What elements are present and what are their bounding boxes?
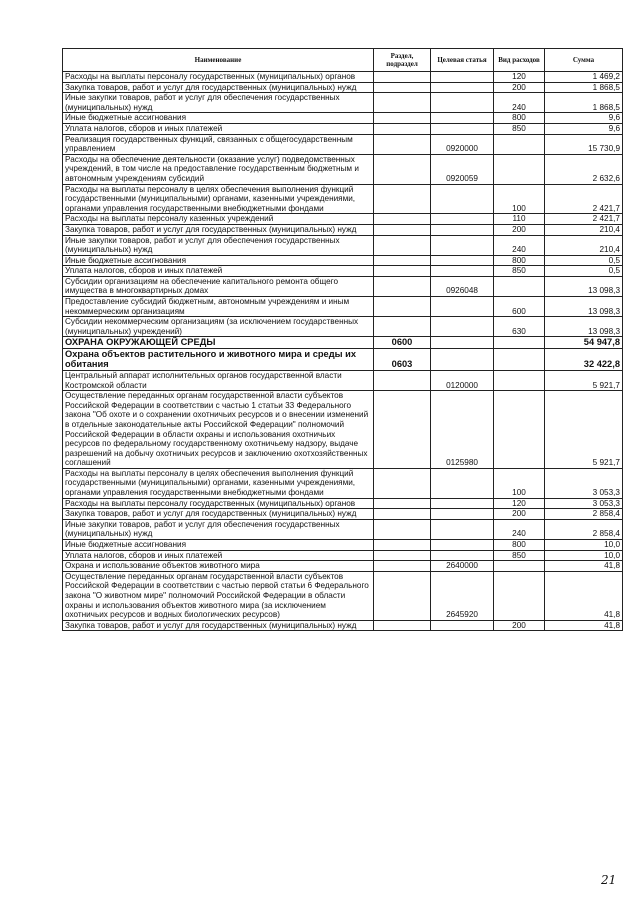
cell-amount: 32 422,8 — [545, 348, 623, 370]
cell-target — [431, 509, 494, 520]
cell-type — [494, 571, 545, 620]
table-row — [63, 235, 623, 255]
budget-table-container — [62, 48, 622, 631]
cell-name: Расходы на выплаты персоналу казенных учреждений — [63, 214, 374, 225]
cell-name: Расходы на выплаты персоналу государственных (муниципальных) органов — [63, 72, 374, 83]
table-row — [63, 72, 623, 83]
table-row — [63, 184, 623, 214]
cell-target: 2640000 — [431, 561, 494, 572]
cell-amount: 2 421,7 — [545, 184, 623, 214]
cell-amount: 41,8 — [545, 561, 623, 572]
cell-name: Закупка товаров, работ и услуг для государственных (муниципальных) нужд — [63, 224, 374, 235]
cell-name: Охрана объектов растительного и животного мира и среды их обитания — [63, 348, 374, 370]
cell-target: 0926048 — [431, 276, 494, 296]
cell-target — [431, 337, 494, 349]
cell-type: 850 — [494, 123, 545, 134]
cell-amount: 1 868,5 — [545, 93, 623, 113]
table-row — [63, 571, 623, 620]
cell-section — [374, 235, 431, 255]
table-row — [63, 255, 623, 266]
cell-target — [431, 498, 494, 509]
cell-amount: 41,8 — [545, 571, 623, 620]
cell-section — [374, 620, 431, 631]
cell-section: 0600 — [374, 337, 431, 349]
cell-type: 200 — [494, 509, 545, 520]
cell-name: Предоставление субсидий бюджетным, автономным учреждениям и иным некоммерческим организациям — [63, 297, 374, 317]
table-row — [63, 498, 623, 509]
cell-target — [431, 468, 494, 498]
cell-amount: 2 632,6 — [545, 154, 623, 184]
cell-target — [431, 93, 494, 113]
cell-type — [494, 561, 545, 572]
cell-amount: 15 730,9 — [545, 134, 623, 154]
cell-target — [431, 224, 494, 235]
cell-type — [494, 276, 545, 296]
cell-name: Иные закупки товаров, работ и услуг для обеспечения государственных (муниципальных) нужд — [63, 235, 374, 255]
cell-name: Иные закупки товаров, работ и услуг для обеспечения государственных (муниципальных) нужд — [63, 93, 374, 113]
cell-type: 630 — [494, 317, 545, 337]
cell-amount: 0,5 — [545, 255, 623, 266]
cell-name: Субсидии организациям на обеспечение капитального ремонта общего имущества в многоквартирных домах — [63, 276, 374, 296]
cell-name: Осуществление переданных органам государственной власти субъектов Российской Федерации в соответствии с частью 1 статьи 33 Федерального закона "Об охоте и о сохранении охотничьих ресурсов и о внесении изменений в отдельные законодательные акты Российской Федерации" полномочий Российской Федерации в области охраны и использования охотничьих ресурсов по федеральному государственному охотничьему надзору, выдаче разрешений на добычу охотничьих ресурсов и заключению охотхозяйственных соглашений — [63, 391, 374, 469]
cell-section — [374, 468, 431, 498]
cell-target — [431, 317, 494, 337]
table-row — [63, 561, 623, 572]
page-number: 21 — [601, 873, 617, 887]
cell-target — [431, 214, 494, 225]
cell-name: Уплата налогов, сборов и иных платежей — [63, 123, 374, 134]
cell-section — [374, 391, 431, 469]
table-row — [63, 113, 623, 124]
table-row — [63, 468, 623, 498]
cell-type: 100 — [494, 184, 545, 214]
cell-type: 850 — [494, 266, 545, 277]
cell-target — [431, 297, 494, 317]
column-header-name: Наименование — [63, 49, 374, 72]
cell-section — [374, 134, 431, 154]
cell-target — [431, 184, 494, 214]
cell-name: Иные бюджетные ассигнования — [63, 540, 374, 551]
cell-type: 240 — [494, 519, 545, 539]
cell-type — [494, 337, 545, 349]
cell-amount: 13 098,3 — [545, 276, 623, 296]
cell-section — [374, 571, 431, 620]
column-header-type: Вид расходов — [494, 49, 545, 72]
cell-section — [374, 123, 431, 134]
column-header-amount: Сумма — [545, 49, 623, 72]
table-body — [63, 72, 623, 631]
cell-target — [431, 123, 494, 134]
cell-section — [374, 72, 431, 83]
cell-section: 0603 — [374, 348, 431, 370]
table-row — [63, 509, 623, 520]
cell-section — [374, 255, 431, 266]
cell-amount: 0,5 — [545, 266, 623, 277]
table-row — [63, 337, 623, 349]
cell-type — [494, 134, 545, 154]
cell-target: 2645920 — [431, 571, 494, 620]
cell-type — [494, 391, 545, 469]
cell-section — [374, 498, 431, 509]
cell-name: Расходы на обеспечение деятельности (оказание услуг) подведомственных учреждений, в том числе на предоставление государственным бюджетным и автономным учреждениям субсидий — [63, 154, 374, 184]
budget-table — [62, 48, 623, 631]
cell-section — [374, 224, 431, 235]
table-row — [63, 276, 623, 296]
table-row — [63, 134, 623, 154]
table-row — [63, 82, 623, 93]
cell-amount: 210,4 — [545, 224, 623, 235]
cell-amount: 9,6 — [545, 113, 623, 124]
cell-name: Реализация государственных функций, связанных с общегосударственным управлением — [63, 134, 374, 154]
cell-type: 100 — [494, 468, 545, 498]
cell-name: Закупка товаров, работ и услуг для государственных (муниципальных) нужд — [63, 509, 374, 520]
table-row — [63, 297, 623, 317]
table-row — [63, 348, 623, 370]
cell-amount: 5 921,7 — [545, 391, 623, 469]
table-row — [63, 540, 623, 551]
cell-target — [431, 255, 494, 266]
cell-section — [374, 214, 431, 225]
cell-name: Иные бюджетные ассигнования — [63, 255, 374, 266]
column-header-target: Целевая статья — [431, 49, 494, 72]
cell-name: Иные закупки товаров, работ и услуг для обеспечения государственных (муниципальных) нужд — [63, 519, 374, 539]
cell-target: 0120000 — [431, 370, 494, 390]
cell-name: Уплата налогов, сборов и иных платежей — [63, 550, 374, 561]
cell-name: Закупка товаров, работ и услуг для государственных (муниципальных) нужд — [63, 620, 374, 631]
table-row — [63, 391, 623, 469]
cell-section — [374, 519, 431, 539]
cell-type: 850 — [494, 550, 545, 561]
cell-target: 0920000 — [431, 134, 494, 154]
cell-type: 200 — [494, 82, 545, 93]
cell-amount: 3 053,3 — [545, 468, 623, 498]
table-row — [63, 93, 623, 113]
cell-amount: 210,4 — [545, 235, 623, 255]
cell-name: Расходы на выплаты персоналу государственных (муниципальных) органов — [63, 498, 374, 509]
cell-section — [374, 93, 431, 113]
cell-name: Уплата налогов, сборов и иных платежей — [63, 266, 374, 277]
cell-name: Центральный аппарат исполнительных органов государственной власти Костромской области — [63, 370, 374, 390]
table-row — [63, 266, 623, 277]
cell-type: 120 — [494, 498, 545, 509]
cell-type: 600 — [494, 297, 545, 317]
cell-target — [431, 82, 494, 93]
cell-type: 240 — [494, 93, 545, 113]
cell-amount: 41,8 — [545, 620, 623, 631]
cell-target — [431, 113, 494, 124]
cell-name: ОХРАНА ОКРУЖАЮЩЕЙ СРЕДЫ — [63, 337, 374, 349]
cell-type: 800 — [494, 113, 545, 124]
cell-section — [374, 540, 431, 551]
cell-type — [494, 154, 545, 184]
table-row — [63, 370, 623, 390]
cell-target — [431, 348, 494, 370]
cell-type — [494, 370, 545, 390]
table-row — [63, 123, 623, 134]
table-row — [63, 154, 623, 184]
cell-type: 800 — [494, 255, 545, 266]
cell-section — [374, 317, 431, 337]
table-row — [63, 214, 623, 225]
table-row — [63, 519, 623, 539]
cell-amount: 1 469,2 — [545, 72, 623, 83]
cell-section — [374, 561, 431, 572]
table-row — [63, 317, 623, 337]
cell-target — [431, 620, 494, 631]
cell-type: 800 — [494, 540, 545, 551]
cell-type: 200 — [494, 620, 545, 631]
cell-amount: 2 858,4 — [545, 509, 623, 520]
cell-target — [431, 72, 494, 83]
table-row — [63, 620, 623, 631]
cell-amount: 54 947,8 — [545, 337, 623, 349]
cell-amount: 10,0 — [545, 540, 623, 551]
cell-target — [431, 550, 494, 561]
cell-amount: 13 098,3 — [545, 317, 623, 337]
cell-section — [374, 82, 431, 93]
cell-amount: 9,6 — [545, 123, 623, 134]
cell-section — [374, 370, 431, 390]
cell-amount: 10,0 — [545, 550, 623, 561]
cell-section — [374, 154, 431, 184]
table-header — [63, 49, 623, 72]
table-row — [63, 224, 623, 235]
cell-amount: 3 053,3 — [545, 498, 623, 509]
cell-name: Осуществление переданных органам государственной власти субъектов Российской Федерации в соответствии с частью первой статьи 6 Федерального закона "О животном мире" полномочий Российской Федерации в области охраны и использования объектов животного мира (за исключением охотничьих ресурсов и водных биологических ресурсов) — [63, 571, 374, 620]
cell-amount: 1 868,5 — [545, 82, 623, 93]
cell-target — [431, 266, 494, 277]
cell-section — [374, 297, 431, 317]
cell-target — [431, 519, 494, 539]
cell-section — [374, 184, 431, 214]
column-header-section: Раздел, подраздел — [374, 49, 431, 72]
cell-section — [374, 276, 431, 296]
cell-type — [494, 348, 545, 370]
cell-target: 0920059 — [431, 154, 494, 184]
cell-name: Закупка товаров, работ и услуг для государственных (муниципальных) нужд — [63, 82, 374, 93]
table-row — [63, 550, 623, 561]
cell-target — [431, 235, 494, 255]
cell-type: 200 — [494, 224, 545, 235]
cell-target: 0125980 — [431, 391, 494, 469]
cell-section — [374, 509, 431, 520]
cell-amount: 5 921,7 — [545, 370, 623, 390]
cell-name: Иные бюджетные ассигнования — [63, 113, 374, 124]
cell-name: Расходы на выплаты персоналу в целях обеспечения выполнения функций государственными (муниципальными) органами, казенными учреждениями, органами управления государственными внебюджетными фондами — [63, 468, 374, 498]
cell-type: 240 — [494, 235, 545, 255]
cell-name: Субсидии некоммерческим организациям (за исключением государственных (муниципальных) учреждений) — [63, 317, 374, 337]
cell-section — [374, 266, 431, 277]
cell-section — [374, 113, 431, 124]
cell-type: 120 — [494, 72, 545, 83]
cell-type: 110 — [494, 214, 545, 225]
cell-amount: 2 858,4 — [545, 519, 623, 539]
cell-name: Охрана и использование объектов животного мира — [63, 561, 374, 572]
cell-target — [431, 540, 494, 551]
cell-amount: 13 098,3 — [545, 297, 623, 317]
cell-amount: 2 421,7 — [545, 214, 623, 225]
cell-name: Расходы на выплаты персоналу в целях обеспечения выполнения функций государственными (муниципальными) органами, казенными учреждениями, органами управления государственными внебюджетными фондами — [63, 184, 374, 214]
cell-section — [374, 550, 431, 561]
